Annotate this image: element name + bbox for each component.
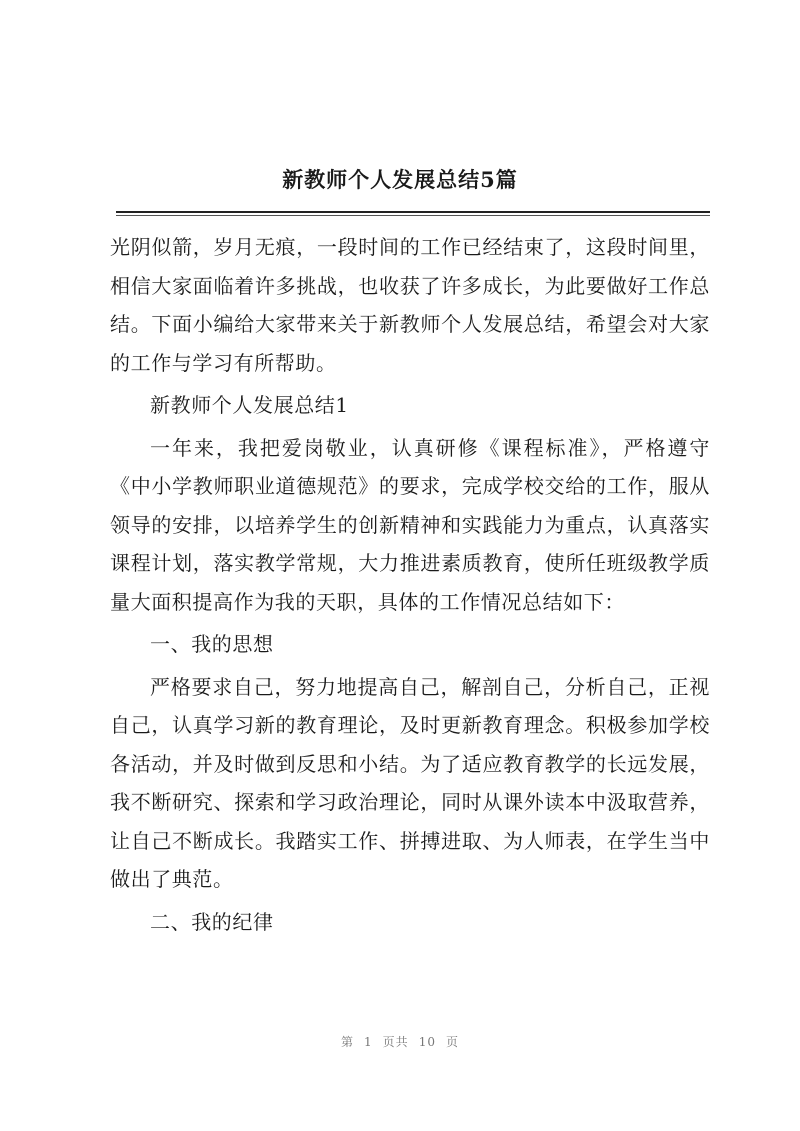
subsection-heading-discipline: 二、我的纪律 xyxy=(150,909,274,934)
title-divider xyxy=(116,211,710,213)
page-footer xyxy=(0,1033,800,1050)
document-body xyxy=(110,228,710,945)
page-title: 新教师个人发展总结5篇 xyxy=(282,167,518,192)
title-divider-thin xyxy=(116,215,710,216)
subsection-thought-paragraph: 严格要求自己，努力地提高自己，解剖自己，分析自己，正视自己，认真学习新的教育理论，及时更新教育理念。积极参加学校各活动，并及时做到反思和小结。为了适应教育教学的长远发展，我不断研究、探索和学习政治理论，同时从课外读本中汲取营养，让自己不断成长。我踏实工作、拼搏进取、为人师表，在学生当中做出了典范。 xyxy=(110,674,710,891)
section-heading-1: 新教师个人发展总结1 xyxy=(150,393,349,417)
footer-current-page: 1 xyxy=(364,1035,373,1049)
footer-total-pages: 10 xyxy=(418,1035,436,1049)
footer-label-pages: 页 xyxy=(445,1035,459,1049)
footer-label-page: 第 xyxy=(341,1035,355,1049)
section1-paragraph: 一年来，我把爱岗敬业，认真研修《课程标准》，严格遵守《中小学教师职业道德规范》的要求，完成学校交给的工作，服从领导的安排，以培养学生的创新精神和实践能力为重点，认真落实课程计划，落实教学常规，大力推进素质教育，使所任班级教学质量大面积提高作为我的天职，具体的工作情况总结如下： xyxy=(110,435,710,614)
subsection-heading-thought: 一、我的思想 xyxy=(150,632,274,656)
intro-paragraph: 光阴似箭，岁月无痕，一段时间的工作已经结束了，这段时间里，相信大家面临着许多挑战，也收获了许多成长，为此要做好工作总结。下面小编给大家带来关于新教师个人发展总结，希望会对大家的工作与学习有所帮助。 xyxy=(110,235,710,375)
footer-label-of: 页共 xyxy=(382,1035,409,1049)
